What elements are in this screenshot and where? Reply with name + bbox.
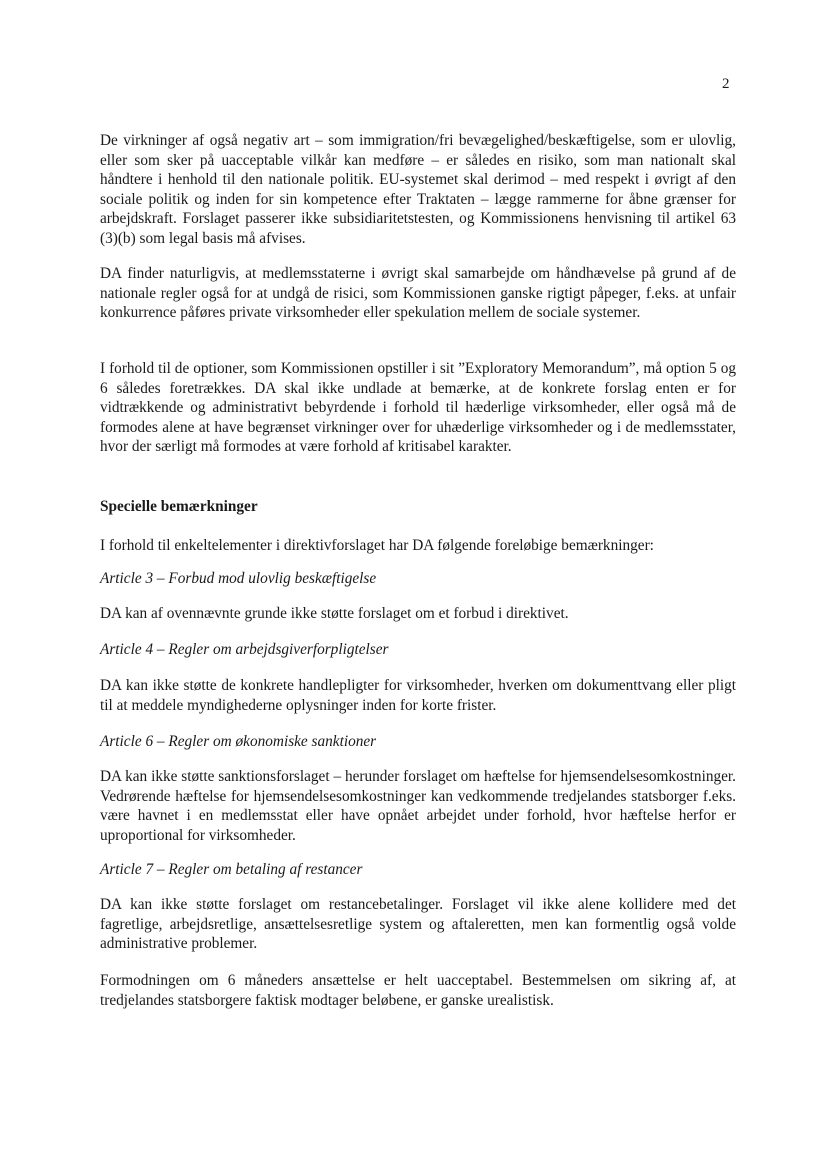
article-4-title: Article 4 – Regler om arbejdsgiverforpligtelser <box>100 641 389 658</box>
article-3-text: DA kan af ovennævnte grunde ikke støtte forslaget om et forbud i direktivet. <box>100 605 569 622</box>
paragraph-subsidiarity: De virkninger af også negativ art – som immigration/fri bevægelighed/beskæftigelse, som er ulovlig, eller som sker på uacceptable vilkår kan medføre – er således en risiko, som man nationalt skal håndtere i henhold til den nationale politik. EU-systemet skal derimod – med respekt i øvrigt af den sociale politik og inden for sin kompetence efter Traktaten – lægge rammerne for åbne grænser for arbejdskraft. Forslaget passerer ikke subsidiaritetstesten, og Kommissionens henvisning til artikel 63 (3)(b) som legal basis må afvises. <box>100 132 736 247</box>
section-heading: Specielle bemærkninger <box>100 498 258 515</box>
article-7-text: DA kan ikke støtte forslaget om restancebetalinger. Forslaget vil ikke alene kollidere med det fagretlige, arbejdsretlige, ansættelsesretlige system og aftaleretten, men kan formentlig også volde administrative problemer. <box>100 896 736 953</box>
article-6-title: Article 6 – Regler om økonomiske sanktioner <box>100 733 377 750</box>
article-6-text: DA kan ikke støtte sanktionsforslaget – herunder forslaget om hæftelse for hjemsendelsesomkostninger. Vedrørende hæftelse for hjemsendelsesomkostninger kan vedkommende tredjelandes statsborger f.eks. være havnet i en medlemsstat eller have opnået arbejdet under forhold, hvor hæftelse herfor er uproportional for virksomheder. <box>100 768 736 844</box>
article-4-text: DA kan ikke støtte de konkrete handlepligter for virksomheder, hverken om dokumenttvang eller pligt til at meddele myndighederne oplysninger inden for korte frister. <box>100 677 736 714</box>
paragraph-enforcement-cooperation: DA finder naturligvis, at medlemsstaterne i øvrigt skal samarbejde om håndhævelse på grund af de nationale regler også for at undgå de risici, som Kommissionen ganske rigtigt påpeger, f.eks. at unfair konkurrence påføres private virksomheder eller spekulation mellem de sociale systemer. <box>100 265 736 322</box>
closing-paragraph: Formodningen om 6 måneders ansættelse er helt uacceptabel. Bestemmelsen om sikring af, at tredjelandes statsborgere faktisk modtager beløbene, er ganske urealistisk. <box>100 972 736 1009</box>
article-3-title: Article 3 – Forbud mod ulovlig beskæftigelse <box>100 570 377 587</box>
paragraph-options: I forhold til de optioner, som Kommissionen opstiller i sit ”Exploratory Memorandum”, må option 5 og 6 således foretrækkes. DA skal ikke undlade at bemærke, at de konkrete forslag enten er for vidtrækkende og administrativt bebyrdende i forhold til hæderlige virksomheder, eller også må de formodes alene at have begrænset virkninger over for uhæderlige virksomheder og i de medlemsstater, hvor der særligt må formodes at være forhold af kritisabel karakter. <box>100 360 736 456</box>
article-7-title: Article 7 – Regler om betaling af restancer <box>100 861 363 878</box>
section-intro: I forhold til enkeltelementer i direktivforslaget har DA følgende foreløbige bemærkninger: <box>100 537 654 554</box>
page-number: 2 <box>722 76 730 92</box>
